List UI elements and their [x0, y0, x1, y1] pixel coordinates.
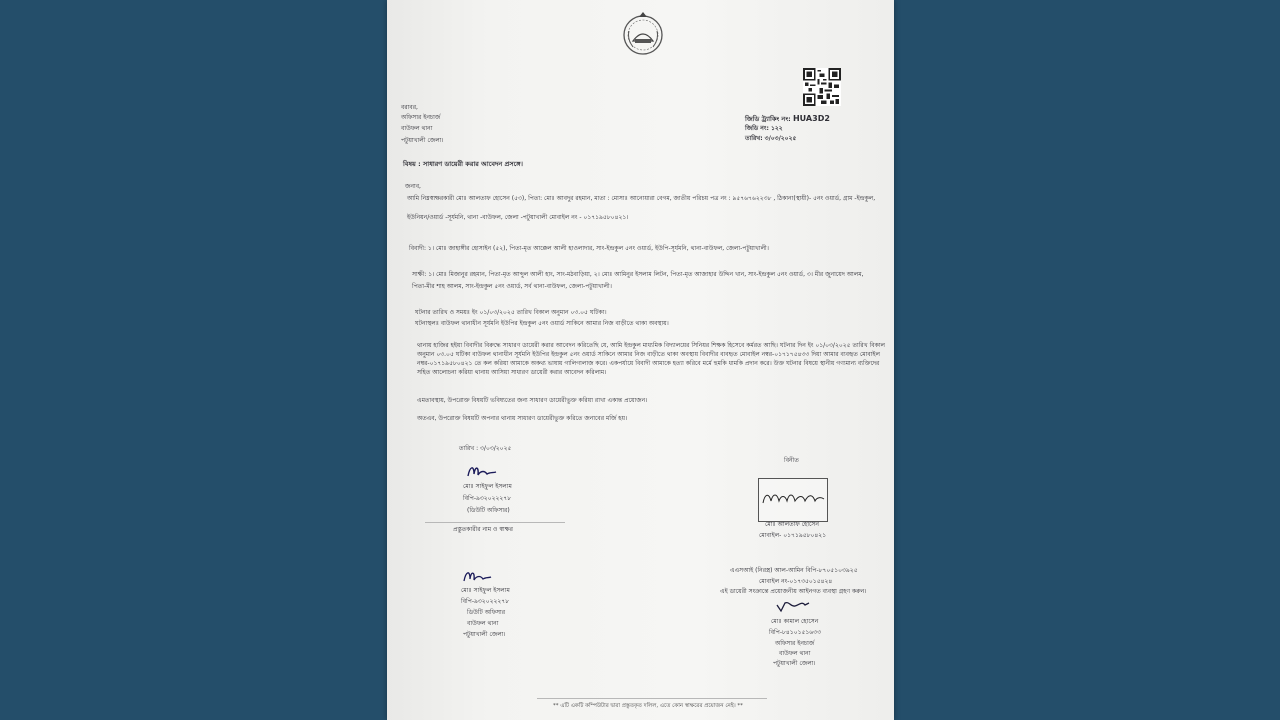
footer-note: ** এটি একটি কম্পিউটার দ্বারা প্রস্তুতকৃত দলিল, এতে কোন স্বাক্ষরের প্রয়োজন নেই। **	[553, 703, 743, 709]
duty-name: মোঃ সাইফুল ইসলাম	[461, 587, 510, 594]
intro-line: ইউনিয়ন/ওয়ার্ড -সূর্যমনি, থানা -বাউফল, জেলা -পটুয়াখালী মোবাইল নং - ০১৭১৯৫৮০৪২১।	[407, 214, 629, 221]
endorsement-signature	[461, 567, 493, 587]
police-seal-icon	[619, 9, 667, 57]
oc-signature	[775, 597, 811, 615]
gd-date: তারিখ: ৩/০৩/২০২৫	[745, 135, 797, 142]
yours-faithfully: বিনীত	[784, 457, 799, 464]
duty-bp: বিপি-৯৩২০২২২৭৮	[461, 598, 510, 605]
request-line: এমতাবস্থায়, উপরোক্ত বিষয়টি ভবিষ্যতের জন্য সাধারণ ডায়েরীভুক্ত করিয়া রাখা একান্ত প্রয়োজন।	[417, 397, 648, 404]
assign-instruction: এই ডায়েরী সংক্রান্তে প্রয়োজনীয় আইনগত ব্যবস্থা গ্রহণ করুন।	[720, 588, 867, 595]
witness-line: পিতা-মীর শাহ আলম, সাং-ইন্দ্রকুল ৫নং ওয়ার্ড, সর্ব থানা-বাউফল, জেলা-পটুয়াখালী।	[412, 283, 612, 290]
applicant-signature	[759, 479, 827, 521]
gd-tracking	[745, 115, 830, 123]
oc-district: পটুয়াখালী জেলা।	[773, 660, 816, 667]
salutation: জনাব,	[405, 183, 421, 190]
opponent-line: বিবাদী: ১। মোঃ জাহাঙ্গীর হোসাইন (৫২), পিতা-মৃত আক্কেল আলী হাওলাদার, সাং-ইন্দ্রকুল ৫নং ওয়ার্ড, ইউপি-সূর্যমনি, থানা-বাউফল, জেলা-পটুয়াখালী।	[409, 245, 769, 252]
witness-line: সাক্ষী: ১। মোঃ মিজানুর রহমান, পিতা-মৃত আব্দুল আলী হাং, সাং-মঠবাড়িয়া, ২। মোঃ আমিনুর ইসলাম লিটন, পিতা-মৃত আজাহার উদ্দিন খান, সাং-ইন্দ্রকুল ৫নং ওয়ার্ড, ৩। মীর জুনায়েদ আলম,	[412, 271, 864, 278]
left-date: তারিখ : ৩/০৩/২০২৫	[459, 445, 512, 452]
left-bp: বিপি-৯৩২০২২২৭৮	[463, 495, 512, 502]
duty-officer-signature	[465, 462, 499, 482]
gd-tracking-label: জিডি ট্র্যাকিং নং:	[745, 115, 791, 123]
assign-mobile: মোবাইল নং-০১৭৩৫০১৫৪২৪	[759, 578, 833, 585]
assign-officer: এএসআই (নিরস্ত্র) আল-আমিন বিপি-৮৭০৫১০৩৯২৫	[730, 567, 858, 574]
qr-code-icon	[803, 68, 841, 106]
recipient-line: বরাবর,	[401, 104, 418, 111]
duty-district: পটুয়াখালী জেলা।	[463, 631, 506, 638]
left-role: (ডিউটি অফিসার)	[467, 507, 510, 514]
oc-station: বাউফল থানা	[779, 650, 811, 657]
applicant-name: মোঃ আলতাফ হোসেন	[765, 521, 819, 528]
incident-time: ঘটনার তারিখ ও সময়ঃ ইং ০১/০৩/২০২৫ তারিখ বিকাল অনুমান ০৩.০৫ ঘটিকা।	[415, 309, 607, 316]
gd-number: জিডি নং: ১২২	[745, 125, 783, 132]
footer-rule	[537, 698, 767, 699]
statement-paragraph: থানায় হাজির হইয়া বিবাদীর বিরুদ্ধে সাধারণ ডায়েরী করার আবেদন করিতেছি যে, আমি ইন্দ্রকুল মাধ্যমিক বিদ্যালয়ের সিনিয়র শিক্ষক হিসেবে কর্মরত আছি। ঘটনার দিন ইং ০১/০৩/২০২৫ তারিখ বিকাল অনুমান ০৩.০৫ ঘটিকা বাউফল থানাধীন সূর্যমনি ইউপির ইন্দ্রকুল ৫নং ওয়ার্ড সাকিনে আমার নিজ বাড়ীতে থাকা অবস্থায় বিবাদীর ব্যবহৃত মোবাইল নম্বর-০১৭১৭৫৪৩৩ দিয়া আমার ব্যবহৃত মোবাইল নম্বর-০১৭১৯৫৮০৪২১ তে কল করিয়া আমাকে অকথ্য ভাষায় গালিগালাজ করে। একপর্যায়ে বিবাদী আমাকে হত্যা করিবে মর্মে হুমকি ধামকি প্রদান করে। উক্ত ঘটনার বিষয়ে স্থানীয় গণ্যমান্য ব্যক্তিদের সহিত আলোচনা করিয়া থানায় আসিয়া সাধারণ ডায়েরী করার আবেদন করিলাম।	[417, 342, 886, 376]
closing-line: অতএব, উপরোক্ত বিষয়টি অপনার থানায় সাধারণ ডায়েরীভুক্ত করিতে জনাবের মর্জি হয়।	[417, 415, 628, 422]
recipient-line: পটুয়াখালী জেলা।	[401, 137, 444, 144]
incident-place: ঘটনাস্থলঃ বাউফল থানাধীন সূর্যমনি ইউপির ইন্দ্রকুল ৫নং ওয়ার্ড সাকিনে আমার নিজ বাড়ীতে থাকা অবস্থায়।	[415, 320, 669, 327]
oc-name: মোঃ কামাল হোসেন	[771, 618, 819, 625]
subject-line: বিষয় : সাধারণ ডায়েরী করার আবেদন প্রসঙ্গে।	[403, 160, 523, 168]
oc-role: অফিসার ইনচার্জ	[775, 640, 815, 647]
recipient-line: বাউফল থানা	[401, 125, 433, 132]
applicant-signature-box	[758, 478, 828, 522]
preparer-caption: প্রস্তুতকারীর নাম ও স্বাক্ষর	[453, 526, 513, 533]
duty-role: ডিউটি অফিসার	[467, 609, 506, 616]
recipient-line: অফিসার ইনচার্জ	[401, 114, 441, 121]
signature-line	[425, 522, 565, 523]
gd-tracking-code: HUA3D2	[792, 114, 830, 123]
document-page	[387, 0, 894, 720]
applicant-mobile: মোবাইল- ০১৭১৯৫৮০৪২১	[759, 532, 827, 539]
left-name: মোঃ সাইফুল ইসলাম	[463, 483, 512, 490]
oc-bp: বিপি-৮৪১০১৫১৬৩৩	[769, 629, 821, 636]
duty-station: বাউফল থানা	[467, 620, 499, 627]
intro-line: আমি নিম্নস্বাক্ষরকারী মোঃ আলতাফ হোসেন (৫৩), পিতা: মোঃ আবদুর রহমান, মাতা : মোসাঃ আনোয়ারা বেগম, জাতীয় পরিচয় পত্র নং : ৯৫৭৬৭৬২২৩৮ , ঠিকানা(স্থায়ী)- ৫নং ওয়ার্ড, গ্রাম -ইন্দ্রকুল,	[407, 195, 876, 202]
